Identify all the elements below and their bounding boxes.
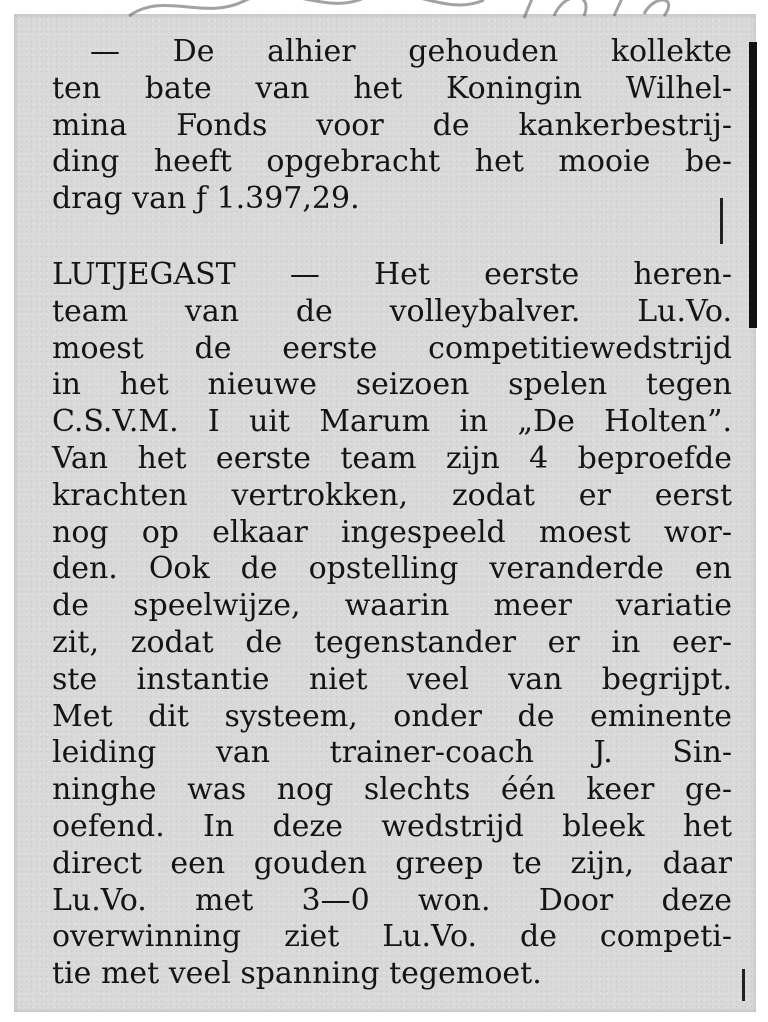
article-line: Van het eerste team zijn 4 beproefde [52, 440, 732, 476]
article-line: in het nieuwe seizoen spelen tegen [52, 367, 732, 403]
article-line: drag van ƒ 1.397,29. [52, 181, 360, 217]
article-line: oefend. In deze wedstrijd bleek het [52, 808, 732, 844]
article-line: Met dit systeem, onder de eminente [52, 698, 732, 734]
article-line: overwinning ziet Lu.Vo. de competi- [52, 919, 732, 955]
article-line: krachten vertrokken, zodat er eerst [52, 477, 732, 513]
article-line: C.S.V.M. I uit Marum in „De Holten”. [52, 404, 732, 440]
article-line: ten bate van het Koningin Wilhel- [52, 70, 732, 106]
article-line: leiding van trainer-coach J. Sin- [52, 735, 732, 771]
column-rule [749, 42, 757, 328]
article-volleybal [52, 257, 732, 993]
article-line: tie met veel spanning tegemoet. [52, 956, 542, 992]
article-line: ding heeft opgebracht het mooie be- [52, 144, 732, 180]
article-line: moest de eerste competitiewedstrijd [52, 330, 732, 366]
column-tick [742, 969, 745, 1001]
article-line: zit, zodat de tegenstander er in eer- [52, 624, 732, 660]
article-line: de speelwijze, waarin meer variatie [52, 588, 732, 624]
article-line: den. Ook de opstelling veranderde en [52, 551, 732, 587]
article-line: team van de volleybalver. Lu.Vo. [52, 293, 732, 329]
article-line: mina Fonds voor de kankerbestrij- [52, 107, 732, 143]
article-line: direct een gouden greep te zijn, daar [52, 845, 732, 881]
newspaper-clipping [14, 14, 756, 1012]
article-line: LUTJEGAST — Het eerste heren- [52, 257, 732, 292]
article-line: Lu.Vo. met 3—0 won. Door deze [52, 882, 732, 918]
handwritten-date-mark [124, 0, 684, 26]
article-kollekte [52, 34, 732, 218]
article-line: nog op elkaar ingespeeld moest wor- [52, 514, 732, 550]
article-line: ninghe was nog slechts één keer ge- [52, 772, 732, 808]
article-line: — De alhier gehouden kollekte [90, 34, 732, 69]
article-line: ste instantie niet veel van begrijpt. [52, 661, 732, 697]
